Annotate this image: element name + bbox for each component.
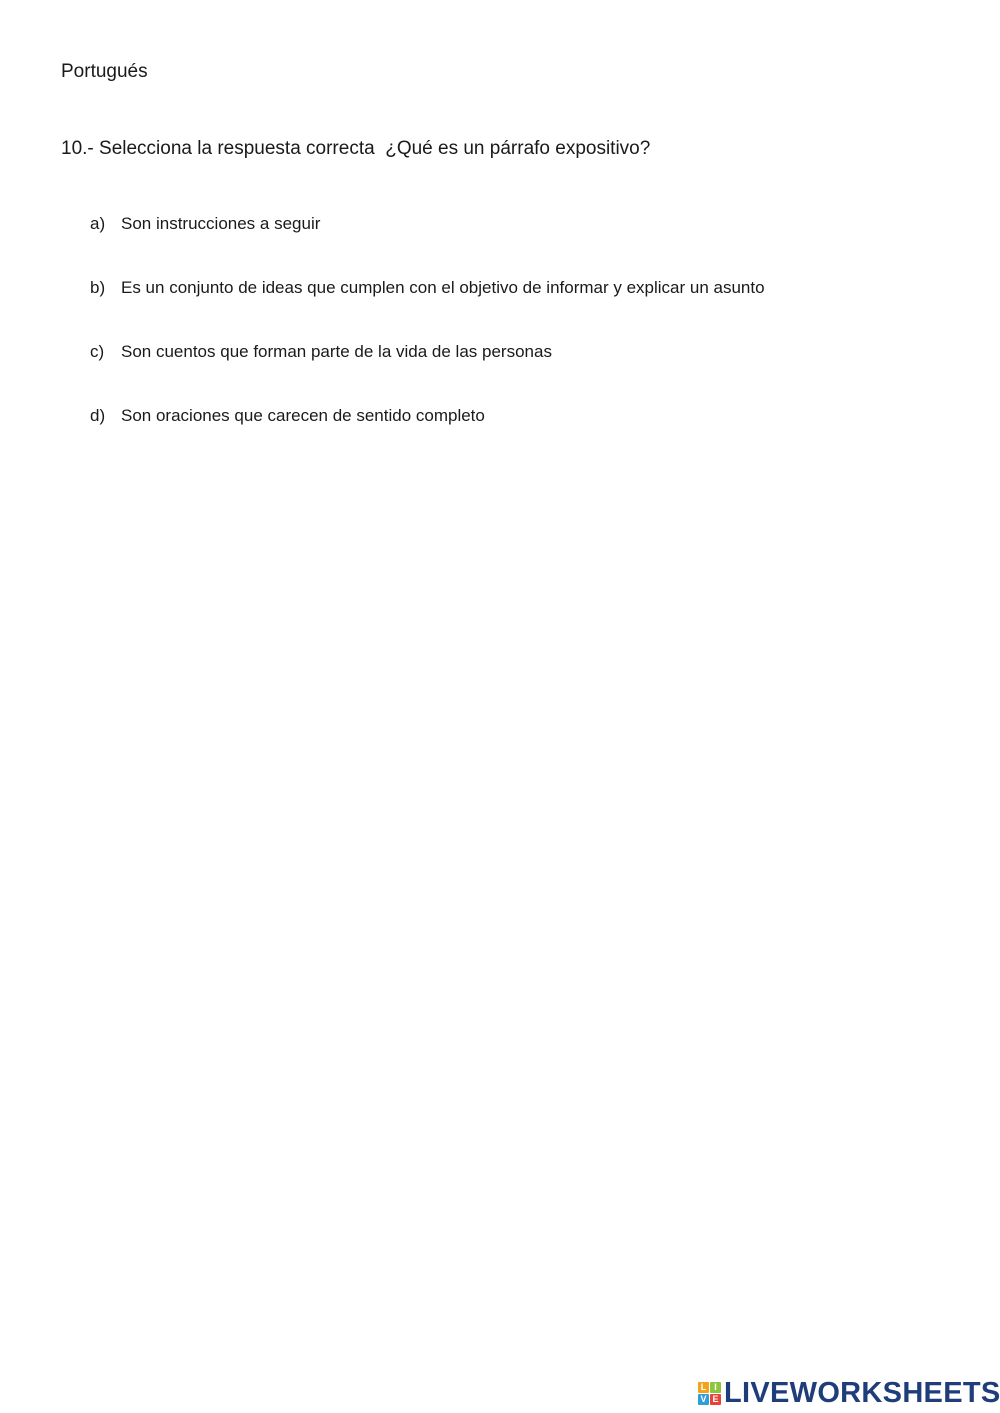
question-text: 10.- Selecciona la respuesta correcta ¿Qué es un párrafo expositivo? [61, 138, 651, 159]
logo-wordmark: LIVEWORKSHEETS [724, 1377, 1000, 1409]
option-text: Son instrucciones a seguir [121, 214, 321, 233]
option-letter: d) [90, 406, 106, 425]
liveworksheets-logo [698, 1378, 1000, 1408]
answer-option-d[interactable] [90, 405, 765, 469]
logo-cell-e: E [710, 1394, 721, 1405]
option-letter: a) [90, 214, 106, 233]
answer-options [90, 213, 765, 469]
logo-cell-l: L [698, 1382, 709, 1393]
option-text: Son cuentos que forman parte de la vida de las personas [121, 342, 552, 361]
option-letter: c) [90, 342, 105, 361]
logo-cell-i: I [710, 1382, 721, 1393]
option-text: Son oraciones que carecen de sentido completo [121, 406, 485, 425]
answer-option-b[interactable] [90, 277, 765, 341]
logo-cell-v: V [698, 1394, 709, 1405]
answer-option-a[interactable] [90, 213, 765, 277]
option-letter: b) [90, 278, 106, 297]
option-text: Es un conjunto de ideas que cumplen con el objetivo de informar y explicar un asunto [121, 278, 765, 297]
liveworksheets-logo-icon [698, 1382, 721, 1405]
answer-option-c[interactable] [90, 341, 765, 405]
subject-title: Portugués [61, 61, 148, 82]
